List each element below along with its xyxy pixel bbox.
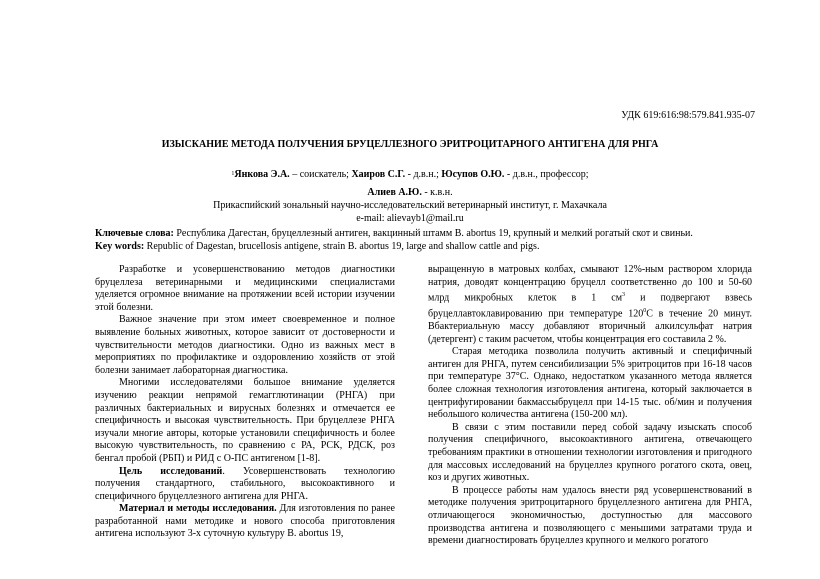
left-column xyxy=(95,264,395,541)
left-paragraph-4 xyxy=(95,466,395,504)
institute: Прикаспийский зональный научно-исследовательский ветеринарный институт, г. Махачкала xyxy=(213,200,607,211)
author-3-name: Юсупов О.Ю. xyxy=(441,169,505,180)
right-column xyxy=(428,264,752,548)
author-4-name: Алиев А.Ю. xyxy=(367,187,422,198)
right-p1-sup-2: 0 xyxy=(643,308,647,315)
email: e-mail: alievayb1@mail.ru xyxy=(356,213,464,224)
author-4-role: - к.в.н. xyxy=(421,187,453,198)
author-3-role: - д.в.н., профессор; xyxy=(504,169,589,180)
left-paragraph-2: Важное значение при этом имеет своевременное и полное выявление больных животных, которое зависит от достоверности и чувствительности методов диагностики. Одно из важных мест в мероприятиях по профилактике и оздоровлению хозяйств от этой болезни занимает лабораторная диагностика. xyxy=(95,314,395,376)
authors-block xyxy=(0,168,820,225)
author-marker: 1 xyxy=(231,171,235,177)
author-2-role: - д.в.н.; xyxy=(405,169,442,180)
methods-text: Для изготовления по ранее разработанной нами методике и нового способа приготовления антигена используют 3-х суточную культуру B. abortus 19, xyxy=(95,503,396,540)
goal-text: . Усовершенствовать технологию получения стандартного, стабильного, высокоактивного и специфичного бруцеллезного антигена для РНГА. xyxy=(95,465,395,502)
keywords-en-text: Republic of Dagestan, brucellosis antigene, strain B. abortus 19, large and shallow cattle and pigs. xyxy=(144,240,540,252)
right-p1-part-c: С в течение 20 минут. Вбактериальную массу добавляют вторичный алкилсульфат натрия (детергент) с таким расчетом, чтобы концентрация его составила 2 %. xyxy=(428,308,752,345)
udk-code: УДК 619:616:98:579.841.935-07 xyxy=(621,110,755,121)
author-1-name: Янкова Э.А. xyxy=(234,169,290,180)
keywords-ru-text: Республика Дагестан, бруцеллезный антиген, вакцинный штамм B. abortus 19, крупный и мелкий рогатый скот и свиньи. xyxy=(173,228,693,239)
right-paragraph-2: Старая методика позволила получить активный и специфичный антиген для РНГА, путем сенсибилизации 5% эритроцитов при 16-18 часов при температуре 37°С. Однако, недостатком указанного метода является более сложная технология изготовления антигена, который заключается в центрифугировании бакмассыбруцелл при 14-15 тыс. об/мин и получения небольшого количества антигена (150-200 мл). xyxy=(428,346,752,421)
right-paragraph-4: В процессе работы нам удалось внести ряд усовершенствований в методике получения эритроцитарного бруцеллезного антигена для РНГА, отличающегося экономичностью, доступностью для массового производства антигена и позволяющего с меньшими затратами труда и времени диагностировать бруцеллез крупного и мелкого рогатого xyxy=(428,484,752,547)
paper-title: ИЗЫСКАНИЕ МЕТОДА ПОЛУЧЕНИЯ БРУЦЕЛЛЕЗНОГО ЭРИТРОЦИТАРНОГО АНТИГЕНА ДЛЯ РНГА xyxy=(161,139,659,150)
keywords-ru xyxy=(95,228,755,241)
goal-label: Цель исследований xyxy=(119,465,223,477)
left-paragraph-1: Разработке и усовершенствованию методов диагностики бруцеллеза ветеринарными и медицинскими специалистами уделяется огромное внимание на протяжении всей истории изучении этой болезни. xyxy=(95,264,395,313)
keywords-en xyxy=(95,241,755,254)
left-paragraph-3: Многими исследователями большое внимание уделяется изучению реакции непрямой гемагглютинации (РНГА) при различных бактериальных и вирусных болезнях и отмечается ее специфичность и высокая чувствительность. При бруцеллезе РНГА изучали многие авторы, которые установили специфичность и более высокую чувствительность, по сравнению с РА, РСК, РДСК, роз бенгал пробой (РБП) и РИД с О-ПС антигеном [1-8]. xyxy=(95,377,395,464)
right-p1-part-a: выращенную в матровых колбах, смывают 12%-ным раствором хлорида натрия, доводят концентрацию бруцелл соответственно до 100 и 50-60 млрд микробных клеток в 1 см xyxy=(428,264,752,304)
right-paragraph-1 xyxy=(428,264,752,346)
authors-line-2 xyxy=(0,186,820,199)
right-p1-sup-1: 3 xyxy=(622,292,626,299)
keywords-block xyxy=(95,228,755,253)
keywords-en-label: Key words: xyxy=(95,240,145,252)
right-paragraph-3: В связи с этим поставили перед собой задачу изыскать способ получения специфичного, высокоактивного антигена, отвечающего требованиям практики в отношении технологии изготовления и пригодного для массовых исследований на бруцеллез крупного рогатого скота, овец, коз и других животных. xyxy=(428,421,752,484)
authors-line-1 xyxy=(0,168,820,181)
right-p1-part-b: и подвергают взвесь бруцеллавтоклавированию при температуре 120 xyxy=(428,292,753,320)
author-2-name: Хаиров С.Г. xyxy=(351,169,406,180)
methods-label: Материал и методы исследования. xyxy=(119,503,277,515)
author-1-role: – соискатель; xyxy=(289,169,352,180)
left-paragraph-5 xyxy=(95,503,395,541)
keywords-ru-label: Ключевые слова: xyxy=(95,228,174,239)
